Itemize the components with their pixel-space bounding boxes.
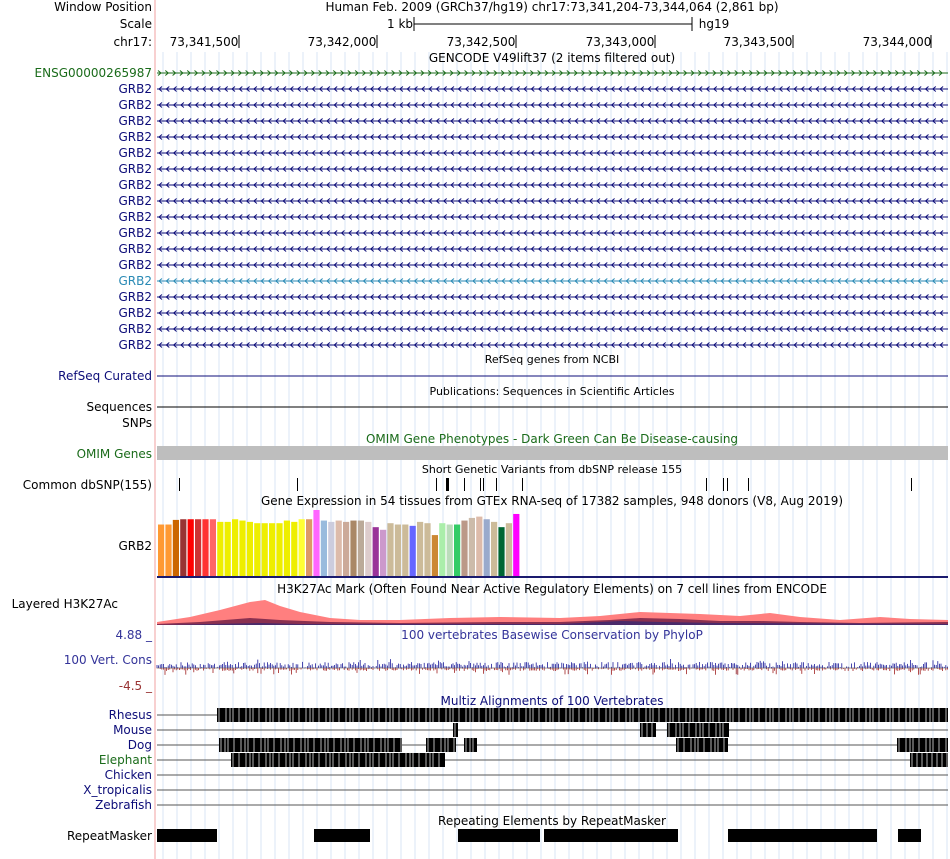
gtex-tissue-bar	[195, 519, 201, 576]
gtex-tissue-bar	[424, 523, 430, 576]
h3k27ac-track-label[interactable]: Layered H3K27Ac	[11, 597, 118, 611]
gtex-tissue-bar	[365, 522, 371, 576]
publications-track-title: Publications: Sequences in Scientific Articles	[429, 385, 675, 398]
gencode-transcript-label[interactable]: GRB2	[118, 98, 152, 112]
repeatmasker-track-title: Repeating Elements by RepeatMasker	[438, 814, 666, 828]
multiz-dog-block	[897, 738, 948, 752]
gencode-transcript-label[interactable]: GRB2	[118, 210, 152, 224]
multiz-track-title: Multiz Alignments of 100 Vertebrates	[440, 694, 664, 708]
gtex-tissue-bar	[269, 523, 275, 576]
refseq-track-title: RefSeq genes from NCBI	[484, 353, 620, 366]
gtex-tissue-bar	[210, 519, 216, 576]
gtex-tissue-bar	[498, 527, 504, 576]
repeatmasker-element	[458, 829, 540, 842]
repeatmasker-element	[314, 829, 370, 842]
gtex-tissue-bar	[188, 519, 194, 576]
gtex-tissue-bar	[217, 522, 223, 576]
gtex-tissue-bar	[506, 523, 512, 576]
h3k27ac-track-title: H3K27Ac Mark (Often Found Near Active Regulatory Elements) on 7 cell lines from ENCODE	[277, 582, 827, 596]
omim-feature	[157, 446, 948, 460]
gencode-transcript-label[interactable]: GRB2	[118, 338, 152, 352]
multiz-species-label[interactable]: Elephant	[98, 753, 152, 767]
dbsnp-variant-tick	[727, 478, 728, 491]
gtex-tissue-bar	[454, 525, 460, 576]
phylop-negative-signal	[157, 668, 947, 675]
dbsnp-variant-tick	[496, 478, 497, 491]
gtex-tissue-bar	[350, 521, 356, 576]
gencode-transcript-label[interactable]: GRB2	[118, 178, 152, 192]
gencode-transcript-label[interactable]: GRB2	[118, 290, 152, 304]
dbsnp-variant-tick	[464, 478, 465, 491]
gtex-tissue-bar	[284, 521, 290, 576]
gtex-tissue-bar	[299, 519, 305, 576]
phylop-max-label: 4.88 _	[115, 628, 152, 642]
gencode-transcript-label[interactable]: GRB2	[118, 130, 152, 144]
gtex-tissue-bar	[262, 523, 268, 576]
repeatmasker-element	[157, 829, 217, 842]
gtex-tissue-bar	[247, 522, 253, 576]
window-position-label: Window Position	[54, 0, 152, 14]
dbsnp-variant-tick	[723, 478, 724, 491]
gtex-tissue-bar	[358, 521, 364, 576]
gencode-transcript-label[interactable]: GRB2	[118, 226, 152, 240]
gtex-tissue-bar	[387, 523, 393, 576]
gencode-track-title: GENCODE V49lift37 (2 items filtered out)	[428, 51, 676, 65]
position-label: 73,342,000	[307, 35, 377, 49]
gtex-track-label[interactable]: GRB2	[118, 539, 152, 553]
multiz-mouse-block	[640, 723, 656, 737]
refseq-track-label[interactable]: RefSeq Curated	[58, 369, 152, 383]
omim-track-label[interactable]: OMIM Genes	[76, 447, 152, 461]
phylop-min-label: -4.5 _	[118, 679, 152, 693]
multiz-species-label[interactable]: Zebrafish	[95, 798, 152, 812]
position-label: 73,343,000	[585, 35, 655, 49]
gtex-tissue-bar	[402, 525, 408, 576]
repeatmasker-track-label[interactable]: RepeatMasker	[66, 829, 152, 843]
gtex-tissue-bar	[343, 522, 349, 576]
dbsnp-variant-tick	[911, 478, 912, 491]
repeatmasker-element	[898, 829, 921, 842]
position-label: 73,343,500	[723, 35, 793, 49]
gtex-tissue-bar	[395, 525, 401, 576]
snps-label[interactable]: SNPs	[122, 416, 152, 430]
gencode-transcript-label[interactable]: GRB2	[118, 194, 152, 208]
gencode-transcript-label[interactable]: GRB2	[118, 322, 152, 336]
scale-label: Scale	[119, 17, 152, 31]
gtex-tissue-bar	[328, 522, 334, 576]
gencode-transcript-label[interactable]: GRB2	[118, 242, 152, 256]
gtex-tissue-bar	[476, 517, 482, 576]
gtex-tissue-bar	[202, 519, 208, 576]
repeatmasker-element	[544, 829, 678, 842]
gtex-tissue-bar	[380, 530, 386, 576]
repeatmasker-element	[728, 829, 877, 842]
gtex-tissue-bar	[254, 523, 260, 576]
gtex-tissue-bar	[491, 522, 497, 576]
multiz-species-label[interactable]: Chicken	[104, 768, 152, 782]
publications-track-label[interactable]: Sequences	[86, 400, 152, 414]
position-label: 73,342,500	[446, 35, 516, 49]
gencode-transcript-label[interactable]: GRB2	[118, 306, 152, 320]
gtex-tissue-bar	[225, 522, 231, 576]
dbsnp-variant-tick	[483, 478, 484, 491]
scale-bar-text: 1 kb	[386, 17, 414, 31]
window-position-text: Human Feb. 2009 (GRCh37/hg19) chr17:73,341,204-73,344,064 (2,861 bp)	[325, 0, 779, 14]
gtex-tissue-bar	[239, 521, 245, 576]
gtex-tissue-bar	[417, 522, 423, 576]
dbsnp-variant-tick	[297, 478, 298, 491]
gtex-tissue-bar	[336, 521, 342, 576]
gtex-tissue-bar	[165, 525, 171, 576]
gtex-tissue-bar	[484, 519, 490, 576]
phylop-track-label[interactable]: 100 Vert. Cons	[63, 653, 152, 667]
gtex-tissue-bar	[291, 522, 297, 576]
gencode-transcript-label[interactable]: GRB2	[118, 162, 152, 176]
gtex-tissue-bar	[447, 525, 453, 576]
multiz-rhesus-block	[217, 708, 948, 722]
position-label: 73,341,500	[169, 35, 239, 49]
position-label: 73,344,000	[862, 35, 932, 49]
gtex-track-title: Gene Expression in 54 tissues from GTEx RNA-seq of 17382 samples, 948 donors (V8, Aug 2019)	[260, 494, 844, 508]
gencode-transcript-label[interactable]: GRB2	[118, 146, 152, 160]
phylop-positive-signal	[157, 659, 947, 668]
multiz-dog-block	[219, 738, 402, 752]
gtex-tissue-bar	[276, 523, 282, 576]
dbsnp-variant-tick	[436, 478, 437, 491]
dbsnp-variant-tick	[748, 478, 749, 491]
gtex-tissue-bar	[439, 523, 445, 576]
scale-assembly: hg19	[698, 17, 730, 31]
dbsnp-variant-tick	[446, 478, 449, 491]
dbsnp-variant-tick	[706, 478, 707, 491]
dbsnp-track-title: Short Genetic Variants from dbSNP release 155	[421, 463, 683, 476]
gtex-tissue-bar	[432, 535, 438, 576]
multiz-species-label[interactable]: X_tropicalis	[83, 783, 152, 797]
phylop-track-title: 100 vertebrates Basewise Conservation by PhyloP	[401, 628, 703, 642]
dbsnp-track-label[interactable]: Common dbSNP(155)	[22, 478, 152, 492]
dbsnp-variant-tick	[480, 478, 481, 491]
gencode-transcript-label[interactable]: GRB2	[118, 274, 152, 288]
gencode-transcript-label[interactable]: GRB2	[118, 82, 152, 96]
dbsnp-variant-tick	[522, 478, 523, 491]
gtex-tissue-bar	[321, 521, 327, 576]
gtex-tissue-bar	[469, 518, 475, 576]
gtex-tissue-bar	[232, 519, 238, 576]
gencode-ensg-label[interactable]: ENSG00000265987	[34, 66, 152, 80]
gtex-tissue-bar	[373, 527, 379, 576]
omim-track-title: OMIM Gene Phenotypes - Dark Green Can Be Disease-causing	[365, 432, 739, 446]
gtex-tissue-bar	[461, 521, 467, 576]
multiz-species-label[interactable]: Dog	[127, 738, 152, 752]
multiz-species-label[interactable]: Rhesus	[108, 708, 152, 722]
gtex-tissue-bar	[180, 519, 186, 576]
gtex-tissue-bar	[158, 525, 164, 576]
gtex-tissue-bar	[306, 519, 312, 576]
chrom-label: chr17:	[113, 35, 152, 49]
gtex-tissue-bar	[173, 520, 179, 576]
gtex-tissue-bar	[313, 510, 319, 576]
multiz-species-label[interactable]: Mouse	[113, 723, 152, 737]
gtex-tissue-bar	[410, 526, 416, 576]
gencode-transcript-label[interactable]: GRB2	[118, 114, 152, 128]
dbsnp-variant-tick	[179, 478, 180, 491]
gencode-transcript-label[interactable]: GRB2	[118, 258, 152, 272]
multiz-mouse-block	[453, 723, 458, 737]
gtex-tissue-bar	[513, 514, 519, 576]
